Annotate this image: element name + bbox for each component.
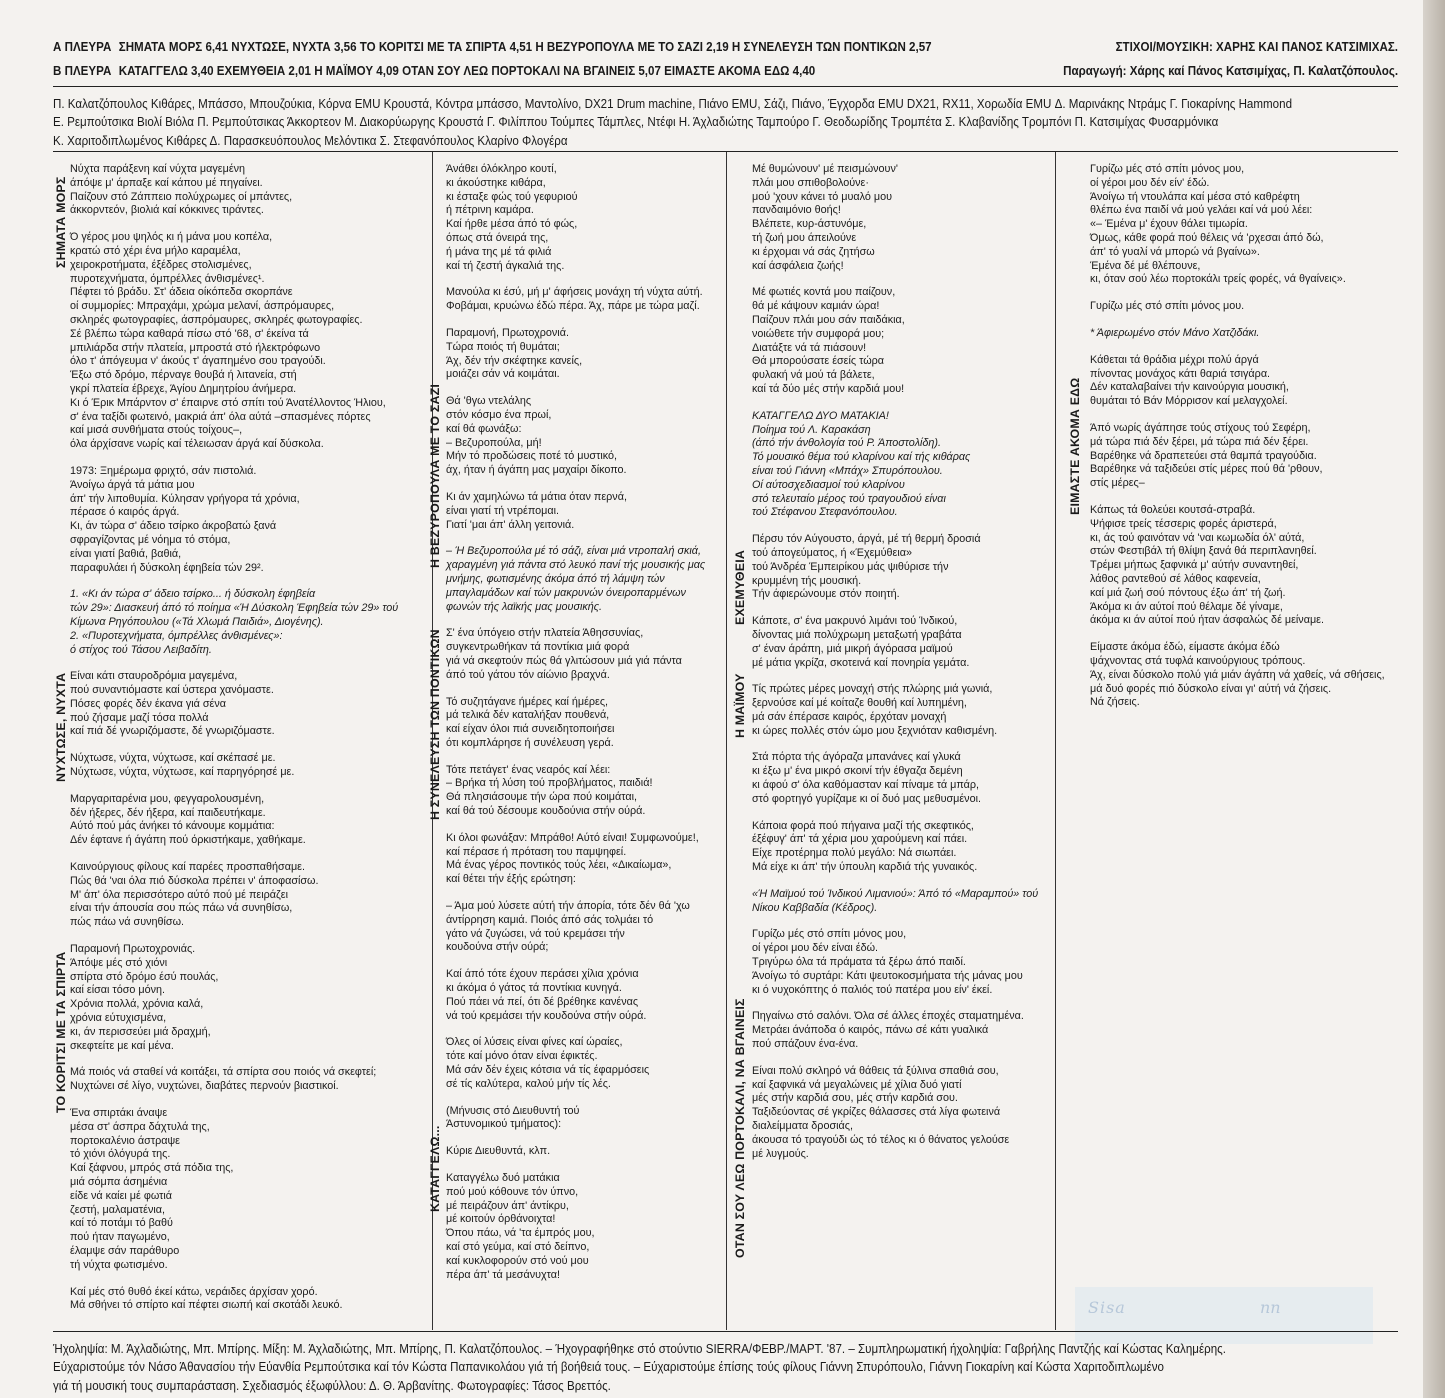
lyric-stanza: Κι άν χαμηλώνω τά μάτια όταν περνά, είναι γιατί τή ντρέπομαι. Γιατί 'μαι άπ' άλλη γειτονιά. [446, 490, 627, 531]
side-a-label: Α ΠΛΕΥΡΑ [53, 40, 112, 54]
lyric-stanza: Είμαστε άκόμα έδώ, είμαστε άκόμα έδώ ψάχνοντας στά τυφλά καινούργιους τρόπους. Άχ, είναι δύσκολο πολύ γιά μιάν άγάπη νά χαθείς, νά σθήσεις, μά δυό φορές πιό δύσκολο είναι γι' αύτή νά ζήσεις. Νά ζήσεις. [1090, 641, 1385, 709]
lyric-stanza: 1973: Ξημέρωμα φριχτό, σάν πιστολιά. Άνοίγω άργά τά μάτια μου άπ' τήν λιποθυμία. Κύλησαν γρήγορα τά χρόνια, πέρασε ό καιρός άργά. Κι, άν τώρα σ' άδειο τσίρκο άκροβατώ ξανά σφραγίζοντας μέ νόημα τό στόμα, είναι γιατί βαθιά, βαθιά, παραφυλάει ή δύσκολη έφηβεία τών 29². [70, 464, 300, 574]
lyrics-music-credit: ΣΤΙΧΟΙ/ΜΟΥΣΙΚΗ: ΧΑΡΗΣ ΚΑΙ ΠΑΝΟΣ ΚΑΤΣΙΜΙΧΑΣ. [1115, 40, 1398, 54]
lyric-stanza: Στά πόρτα τής άγόραζα μπανάνες καί γλυκά κι έξω μ' ένα μικρό σκοινί τήν έθγαζα δεμένη κι άφού σ' όλα καθόμασταν καί πίναμε τά μπάρ, στό φορτηγό γυρίζαμε κι οί δυό μας μεθυσμένοι. [752, 751, 981, 805]
credits-line: Ε. Ρεμπούτσικα Βιολί Βιόλα Π. Ρεμπούτσικας Άκκορτεον Μ. Διακορύωργης Κρουστά Γ. Φιλίππου Τούμπες Τάμπλες, Ντέφι Η. Άχλαδιώτης Ταμπούρο Γ. Θεοδωρίδης Τρομπέτα Σ. Κλαβανίδης Τρομπόνι Π. Κατσιμίχας Φυσαρμόνικα [53, 115, 1219, 130]
stamp-text: nn [1260, 1298, 1281, 1317]
lyric-stanza: Κι όλοι φωνάξαν: Μπράθο! Αύτό είναι! Συμφωνούμε!, καί πέρασε ή πρόταση του παμψηφεί. Μά ένας γέρος ποντικός τούς λέει, «Δικαίωμα», καί θέτει τήν έξής ερώτηση: [446, 831, 699, 886]
lyric-stanza: Ένα σπιρτάκι άναψε μέσα στ' άσπρα δάχτυλά της, πορτοκαλένιο άστραψε τό χιόνι όλόγυρά της. Καί ξάφνου, μπρός στά πόδια της, μιά σόμπα άσημένια είδε νά καίει μέ φωτιά ζεστή, μαλαματένια, καί τό ποτάμι τό βαθύ πού ήταν παγωμένο, έλαμψε σάν παράθυρο τή νύχτα φωτισμένο. [70, 1107, 234, 1271]
lyric-stanza: Σ' ένα ύπόγειο στήν πλατεία Άθησσυνίας, συγκεντρωθήκαν τά ποντίκια μιά φορά γιά νά σκεφτούν πώς θά γλιτώσουν μιά γιά πάντα άπό τού γάτου τόν αίώνιο βραχνά. [446, 627, 682, 681]
lyric-stanza: Καί άπό τότε έχουν περάσει χίλια χρόνια κι άκόμα ό γάτος τά ποντίκια κυνηγά. Πού πάει νά πεί, ότι δέ βρέθηκε κανένας νά τού κρεμάσει τήν κουδούνα στήν ούρά. [446, 968, 647, 1022]
column-divider [1055, 152, 1056, 1330]
song-title-vertical: ΕΙΜΑΣΤΕ ΑΚΟΜΑ ΕΔΩ [1068, 377, 1082, 515]
lyric-stanza: Κάπως τά θολεύει κουτσά-στραβά. Ψήφισε τρείς τέσσερις φορές άριστερά, κι, άς τού φαινόταν νά 'ναι κωμωδία όλ' αύτά, στών Φεστιβάλ τή θλίψη ξανά θά περιπλανηθεί. Τρέμει μήπως ξαφνικά μ' αύτήν συναντηθεί, λάθος ραντεθού σέ λάθος καφενεία, καί μιά ζωή σού πόντους έξω άπ' τή ζωή. Άκόμα κι άν αύτοί πού θέλαμε δέ γίναμε, άκόμα κι άν αύτοί πού ήταν άσφαλώς δέ μείναμε. [1090, 503, 1324, 627]
lyric-stanza: Νύχτωσε, νύχτα, νύχτωσε, καί σκέπασέ με. Νύχτωσε, νύχτα, νύχτωσε, καί παρηγόρησέ με. [70, 752, 295, 779]
lyric-stanza: Κύριε Διευθυντά, κλπ. [446, 1145, 551, 1158]
lyric-stanza: Κάποτε, σ' ένα μακρυνό λιμάνι τού Ίνδικού, δίνοντας μιά πολύχρωμη μεταξωτή γραβάτα σ' έναν άράπη, μιά μικρή άγόρασα μαϊμού μέ μάτια γκρίζα, σκοτεινά καί πονηρία γεμάτα. [752, 615, 970, 669]
lyric-stanza: – Ή Βεζυροπούλα μέ τό σάζι, είναι μιά ντροπαλή σκιά, χαραγμένη γιά πάντα στό λευκό πανί τής μουσικής μας μνήμης, φωτισμένης άκόμα άπό τή λάμψη τών μπαγλαμάδων καί τών μακρυνών όνειροπαρμένων φωνών τής λαϊκής μας μουσικής. [446, 545, 706, 613]
lyric-stanza: Τίς πρώτες μέρες μοναχή στής πλώρης μιά γωνιά, ξερνούσε καί μέ κοίταζε θουθή καί λυπημένη, μά σάν έπέρασε καιρός, έρχόταν μοναχή κι ώρες πολλές στόν ώμο μου ξεχνιόταν καθισμένη. [752, 683, 998, 737]
lyric-stanza: Όλες οί λύσεις είναι φίνες καί ώραίες, τότε καί μόνο όταν είναι έφικτές. Μά σάν δέν έχεις κότσια νά τίς έφαρμόσεις σέ τίς καλύτερα, καλού μήν τίς λές. [446, 1036, 650, 1090]
lyric-stanza: * Άφιερωμένο στόν Μάνο Χατζιδάκι. [1090, 326, 1260, 339]
song-title-vertical: Η ΜΑΪΜΟΥ [733, 673, 747, 738]
credits-line: Κ. Χαριτοδιπλωμένος Κιθάρες Δ. Παρασκευόπουλος Μελόντικα Σ. Στεφανόπουλος Κλαρίνο Φλογέρα [53, 133, 568, 148]
column-divider [726, 152, 727, 1330]
lyric-stanza: Νύχτα παράξενη καί νύχτα μαγεμένη άπόψε μ' άρπαξε καί κάπου μέ πηγαίνει. Παίζουν στό Ζάππειο πολύχρωμες οί μπάντες, άκκορντεόν, βιολιά καί κόκκινες τιράντες. [70, 163, 293, 217]
lyric-stanza: ΚΑΤΑΓΓΕΛΩ ΔΥΟ ΜΑΤΑΚΙΑ! Ποίημα τού Λ. Καρακάση (άπό τήν άνθολογία τού Ρ. Άποστολίδη). Τό μουσικό θέμα τού κλαρίνου καί τής κιθάρας είναι τού Γιάννη «Μπάχ» Σπυρόπουλου. Οί αύτοσχεδιασμοί τού κλαρίνου στό τελευταίο μέρος τού τραγουδιού είναι τού Στέφανου Στεφανόπουλου. [752, 409, 971, 519]
song-title-vertical: Η ΣΥΝΕΛΕΥΣΗ ΤΩΝ ΠΟΝΤΙΚΩΝ [428, 629, 442, 820]
lyric-stanza: Μέ φωτιές κοντά μου παίζουν, θά μέ κάψουν καμιάν ώρα! Παίζουν πλάι μου σάν παιδάκια, νοιώθετε τήν συμφορά μου; Διατάξτε νά τά πιάσουν! Θά μπορούσατε έσείς τώρα φυλακή νά μού τά βάλετε, καί τά δύο μές στήν καρδιά μου! [752, 286, 905, 395]
lyric-stanza: – Άμα μού λύσετε αύτή τήν άπορία, τότε δέν θά 'χω άντίρρηση καμιά. Ποιός άπό σάς τολμάει τό γάτο νά ζυγώσει, νά τού κρεμάσει τήν κουδούνα στήν ούρά; [446, 900, 690, 954]
footer-line: γιά τή μουσική τους συμπαράσταση. Σχεδιασμός έξωφύλλου: Δ. Θ. Άρβανίτης. Φωτογραφίες: Τάσος Βρεττός. [53, 1378, 611, 1393]
lyric-stanza: Γυρίζω μές στό σπίτι μόνος μου, οί γέροι μου δέν είναι έδώ. Τριγύρω όλα τά πράματα τά ξέρω άπό παιδί. Άνοίγω τό συρτάρι: Κάτι ψευτοκοσμήματα τής μάνας μου κι ό νυχοκόπτης ό παλιός τού πατέρα μου είν' έκεί. [752, 928, 1023, 996]
lyric-stanza: 1. «Κι άν τώρα σ' άδειο τσίρκο... ή δύσκολη έφηβεία τών 29»: Διασκευή άπό τό ποίημα «Ή Δύσκολη Έφηβεία τών 29» τού Κίμωνα Ρηγόπουλου («Τά Χλωμά Παιδιά», Διογένης). 2. «Πυροτεχνήματα, όμπρέλλες άνθισμένες»: ό στίχος τού Τάσου Λειβαδίτη. [70, 588, 399, 656]
lyric-stanza: Μέ θυμώνουν' μέ πεισμώνουν' πλάι μου σπιθοβολούνε· μού 'χουν κάνει τό μυαλό μου πανδαιμόνιο θοής! Βλέπετε, κυρ-άστυνόμε, τή ζωή μου άπειλούνε κι έρχομαι νά σάς ζητήσω καί άσφάλεια ζωής! [752, 163, 898, 272]
lyric-stanza: Θά 'θγω ντελάλης στόν κόσμο ένα πρωί, καί θά φωνάξω: – Βεζυροπούλα, μή! Μήν τό προδώσεις ποτέ τό μυστικό, άχ, ήταν ή άγάπη μας μαχαίρι δίκοπο. [446, 395, 627, 477]
lyric-stanza: Μά ποιός νά σταθεί νά κοιτάξει, τά σπίρτα σου ποιός νά σκεφτεί; Νυχτώνει σέ λίγο, νυχτώνει, διαβάτες περνούν βιαστικοί. [70, 1066, 377, 1093]
lyric-stanza: (Μήνυσις στό Διευθυντή τού Άστυνομικού τμήματος): [446, 1104, 580, 1131]
lyric-stanza: Άπό νωρίς άγάπησε τούς στίχους τού Σεφέρη, μά τώρα πιά δέν ξέρει, μά τώρα πιά δέν ξέρει. Βαρέθηκε νά δραπετεύει στά θαμπά τραγούδια. Βαρέθηκε νά ταξιδεύει στίς μέρες πού θά 'ρθουν, στίς μέρες– [1090, 421, 1323, 490]
lyric-stanza: Γυρίζω μές στό σπίτι μόνος μου. [1090, 300, 1245, 313]
lyric-stanza: Καταγγέλω δυό ματάκια πού μού κόθουνε τόν ύπνο, μέ πειράζουν άπ' άντίκρυ, μέ κοιτούν όρθάνοιχτα! Όπου πάω, νά 'τα έμπρός μου, καί στό γεύμα, καί στό δείπνο, καί κυκλοφορούν στό νού μου πέρα άπ' τά μεσάνυχτα! [446, 1172, 595, 1281]
song-title-vertical: ΣΗΜΑΤΑ ΜΟΡΣ [54, 176, 68, 268]
lyric-stanza: Πέρσυ τόν Αύγουστο, άργά, μέ τή θερμή δροσιά τού άπογεύματος, ή «Έχεμύθεια» τού Άνδρέα Έμπειρίκου μάς ψιθύρισε τήν κρυμμένη τής μουσική. Τήν άφιερώνουμε στόν ποιητή. [752, 533, 981, 601]
lyric-stanza: Παραμονή Πρωτοχρονιάς. Άπόψε μές στό χιόνι σπίρτα στό δρόμο έσύ πουλάς, καί είσαι τόσο μόνη. Χρόνια πολλά, χρόνια καλά, χρόνια εύτυχισμένα, κι, άν περισσεύει μιά δραχμή, σκεφτείτε με καί μένα. [70, 943, 219, 1052]
lyric-stanza: Καινούργιους φίλους καί παρέες προσπαθήσαμε. Πώς θά 'ναι όλα πιό δύσκολα πρέπει ν' άποφασίσω. Μ' άπ' όλα περισσότερο αύτό πού μέ πειράζει είναι τήν άπουσία σου πώς πάω νά συνηθίσω, πώς πάω νά συνηθίσω. [70, 861, 319, 929]
lyric-stanza: Παραμονή, Πρωτοχρονιά. Τώρα ποιός τή θυμάται; Άχ, δέν τήν σκέφτηκε κανείς, μοιάζει σάν νά κοιμάται. [446, 326, 583, 381]
lyric-stanza: Τό συζητάγανε ήμέρες καί ήμέρες, μά τελικά δέν καταλήξαν πουθενά, καί είχαν όλοι πιά συνειδητοποιήσει ότι κομπλάρησε ή συνέλευση γερά. [446, 695, 615, 749]
song-title-vertical: ΚΑΤΑΓΓΕΛΩ... [428, 1125, 442, 1212]
lyric-stanza: Τότε πετάγετ' ένας νεαρός καί λέει: – Βρήκα τή λύση τού προβλήματος, παιδιά! Θά πλησιάσουμε τήν ώρα πού κοιμάται, καί θά τού δέσουμε κουδούνια στήν ούρά. [446, 763, 653, 818]
lyrics-column-2 [446, 163, 705, 1295]
song-title-vertical: Η ΒΕΖΥΡΟΠΟΥΛΑ ΜΕ ΤΟ ΣΑΖΙ [428, 383, 442, 568]
song-title-vertical: ΝΥΧΤΩΣΕ, ΝΥΧΤΑ [54, 672, 68, 782]
lyric-stanza: Είναι κάτι σταυροδρόμια μαγεμένα, πού συναντιόμαστε καί ύστερα χανόμαστε. Πόσες φορές δέν έκανα γιά σένα πού ζήσαμε μαζί τόσα πολλά καί πιά δέ γνωριζόμαστε, δέ γνωριζόμαστε. [70, 670, 275, 738]
song-title-vertical: ΤΟ ΚΟΡΙΤΣΙ ΜΕ ΤΑ ΣΠΙΡΤΑ [54, 951, 68, 1113]
lyric-stanza: Άνάθει όλόκληρο κουτί, κι άκούστηκε κιθάρα, κι έσταξε φώς τού γεφυριού ή πέτρινη καμάρα. Καί ήρθε μέσα άπό τό φώς, όπως στά όνειρά της, ή μάνα της μέ τά φιλιά καί τή ζεστή άγκαλιά της. [446, 163, 578, 272]
lyric-stanza: «Ή Μαϊμού τού Ίνδικού Λιμανιού»: Άπό τό «Μαραμπού» τού Νίκου Καββαδία (Κέδρος). [752, 887, 1039, 914]
lyric-stanza: Είναι πολύ σκληρό νά θάθεις τά ξύλινα σπαθιά σου, καί ξαφνικά νά μεγαλώνεις μέ χίλια δυό γιατί μές στήν καρδιά σου, μές στήν καρδιά σου. Ταξιδεύοντας σέ γκρίζες θάλασσες στά λίγα φωτεινά διαλείμματα δροσιάς, άκουσα τό τραγούδι ώς τό τέλος κι ό θάνατος γελούσε μέ λυγμούς. [752, 1064, 1010, 1160]
footer-rule [53, 1331, 1398, 1332]
stamp-text: Sisa [1088, 1298, 1126, 1317]
musician-credits [53, 95, 1292, 150]
lyrics-column-1 [70, 163, 398, 1326]
side-b-tracks: ΚΑΤΑΓΓΕΛΩ 3,40 ΕΧΕΜΥΘΕΙΑ 2,01 Η ΜΑΪΜΟΥ 4,09 ΟΤΑΝ ΣΟΥ ΛΕΩ ΠΟΡΤΟΚΑΛΙ ΝΑ ΒΓΑΙΝΕΙΣ 5,07 ΕΙΜΑΣΤΕ ΑΚΟΜΑ ΕΔΩ 4,40 [118, 64, 816, 78]
song-title-vertical: ΟΤΑΝ ΣΟΥ ΛΕΩ ΠΟΡΤΟΚΑΛΙ, ΝΑ ΒΓΑΙΝΕΙΣ [733, 998, 747, 1258]
page-edge [1423, 0, 1445, 1398]
song-title-vertical: ΕΧΕΜΥΘΕΙΑ [733, 550, 747, 625]
footer-credits [53, 1340, 1226, 1395]
footer-line: Εύχαριστούμε τόν Νάσο Άθανασίου τήν Εύανθία Ρεμπούτσικα καί τόν Κώστα Παπανικολάου γιά τή βοήθειά τους. – Εύχαριστούμε έπίσης τούς φίλους Γιάννη Σπυρόπουλο, Γιάννη Γιοκαρίνη καί Κώστα Χαριτοδιπλωμένο [53, 1360, 1164, 1375]
side-b-line [53, 64, 815, 78]
lyric-stanza: Ό γέρος μου ψηλός κι ή μάνα μου κοπέλα, κρατώ στό χέρι ένα μήλο καραμέλα, χειροκροτήματα, έξέδρες στολισμένες, πυροτεχνήματα, όμπρέλλες άνθισμένες¹. Πέφτει τό βράδυ. Στ' άδεια οίκόπεδα σκορπάνε οί συμμορίες: Μπραχάμι, χρώμα μελανί, άσπρόμαυρες, σκληρές φωτογραφίες, άσπρόμαυρες, σκληρές φωτογραφίες. Σέ βλέπω τώρα καθαρά πίσω στό '68, σ' έκείνα τά μπιλιάρδα στήν πλατεία, μπροστά στό ήλεκτρόφωνο όλο τ' άπόγευμα ν' άκούς τ' άγαπημένο σου τραγούδι. Έξω στό δρόμο, πέρναγε θουβά ή λιτανεία, στή γκρί πλατεία έβρεχε, Άγίου Δημητρίου άνήμερα. Κι ό Έρικ Μπάρντον σ' έπαιρνε στό σπίτι τού Άνατέλλοντος Ήλιου, σ' ένα ταξίδι φωτεινό, μακριά άπ' όλα αύτά –σπασμένες πόρτες καί μισά συνθήματα στούς τοίχους–, όλα άρχίσανε νωρίς καί τέλειωσαν άργά καί δύσκολα. [70, 231, 386, 451]
lyric-stanza: Μαργαριταρένια μου, φεγγαρολουσμένη, δέν ήξερες, δέν ήξερα, καί παιδευτήκαμε. Αύτό πού μάς άνήκει τό κάνουμε κομμάτια: Δέν έφτανε ή άγάπη πού όρκιστήκαμε, χαθήκαμε. [70, 792, 306, 847]
credits-line: Π. Καλατζόπουλος Κιθάρες, Μπάσσο, Μπουζούκια, Κόρνα EMU Κρουστά, Κόντρα μπάσσο, Μαντολίνο, DX21 Drum machine, Πιάνο EMU, Σάζι, Πιάνο, Έγχορδα EMU DX21, RX11, Χορωδία EMU Δ. Μαρινάκης Ντράμς Γ. Γιοκαρίνης Hammond [53, 97, 1293, 111]
lyric-stanza: Καί μές στό θυθό έκεί κάτω, νεράιδες άρχίσαν χορό. Μά σθήνει τό σπίρτο καί πέφτει σιωπή καί σκοτάδι λευκό. [70, 1285, 343, 1312]
footer-line: Ήχοληψία: Μ. Άχλαδιώτης, Μπ. Μπίρης. Μίξη: Μ. Άχλαδιώτης, Μπ. Μπίρης, Π. Καλατζόπουλος. – Ήχογραφήθηκε στό στούντιο SIERRA/ΦΕΒΡ./ΜΑΡΤ. '87. – Συμπληρωματική ήχοληψία: Γαβρήλης Παντζής καί Κώστας Καλημέρης. [53, 1342, 1226, 1356]
side-a-tracks: ΣΗΜΑΤΑ ΜΟΡΣ 6,41 ΝΥΧΤΩΣΕ, ΝΥΧΤΑ 3,56 ΤΟ ΚΟΡΙΤΣΙ ΜΕ ΤΑ ΣΠΙΡΤΑ 4,51 Η ΒΕΖΥΡΟΠΟΥΛΑ ΜΕ ΤΟ ΣΑΖΙ 2,19 Η ΣΥΝΕΛΕΥΣΗ ΤΩΝ ΠΟΝΤΙΚΩΝ 2,57 [118, 40, 932, 54]
lyric-stanza: Κάθεται τά θράδια μέχρι πολύ άργά πίνοντας μονάχος κάτι θαριά τσιγάρα. Δέν καταλαβαίνει τήν καινούργια μουσική, θυμάται τό Βάν Μόρρισον καί μελαγχολεί. [1090, 353, 1289, 408]
lyric-stanza: Κάποια φορά πού πήγαινα μαζί τής σκεφτικός, έξέφυγ' άπ' τά χέρια μου χαρούμενη καί πάει. Είχε προτέρημα πολύ μεγάλο: Νά σιωπάει. Μά είχε κι άπ' τήν ύπουλη καρδιά τής γυναικός. [752, 819, 978, 874]
side-b-label: Β ΠΛΕΥΡΑ [53, 64, 112, 78]
lyrics-column-3 [752, 163, 1038, 1174]
lyric-stanza: Πηγαίνω στό σαλόνι. Όλα σέ άλλες έποχές σταματημένα. Μετράει άνάποδα ό καιρός, πάνω σέ κάτι γυαλικά πού σπάζουν ένα-ένα. [752, 1010, 1024, 1051]
lyric-stanza: Γυρίζω μές στό σπίτι μόνος μου, οί γέροι μου δέν είν' έδώ. Άνοίγω τή ντουλάπα καί μέσα στό καθρέφτη θλέπω ένα παιδί νά μού γελάει καί νά μού λέει: «– Έμένα μ' έχουν θάλει τιμωρία. Όμως, κάθε φορά πού θέλεις νά 'ρχεσαι άπό δώ, άπ' τό γυαλί νά μπορώ νά βγαίνω». Έμένα δέ μέ θλέπουνε, κι, όταν σού λέω πορτοκάλι τρείς φορές, νά θγαίνεις». [1090, 163, 1346, 286]
lyric-stanza: Μανούλα κι έσύ, μή μ' άφήσεις μονάχη τή νύχτα αύτή. Φοβάμαι, κρυώνω έδώ πέρα. Άχ, πάρε με τώρα μαζί. [446, 286, 703, 313]
side-a-line [53, 40, 932, 54]
header-rule [53, 86, 1398, 87]
lyrics-column-4 [1090, 163, 1385, 723]
production-credit: Παραγωγή: Χάρης καί Πάνος Κατσιμίχας, Π. Καλατζόπουλος. [1063, 64, 1398, 78]
